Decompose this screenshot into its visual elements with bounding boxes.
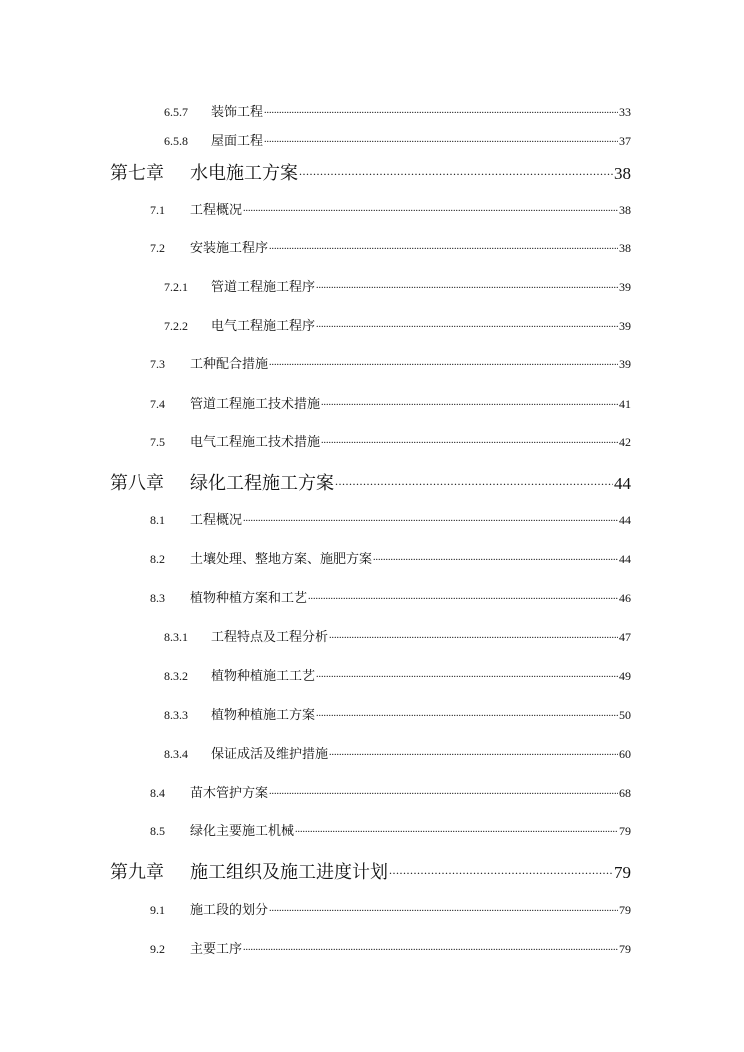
- section-number: 7.2.1: [164, 280, 188, 294]
- section-number: 8.3: [150, 591, 165, 605]
- dot-leader: [316, 278, 618, 291]
- toc-entry-8-3-3[interactable]: [164, 704, 631, 723]
- chapter-number: 第七章: [110, 163, 164, 184]
- chapter-number: 第九章: [110, 862, 164, 883]
- toc-entry-7-2-1[interactable]: [164, 276, 631, 295]
- section-title: 工程概况: [190, 513, 243, 528]
- dot-leader: [373, 550, 618, 563]
- page-number: 39: [619, 319, 631, 333]
- toc-entry-9-1[interactable]: [150, 899, 631, 918]
- page-number: 47: [619, 630, 631, 644]
- section-title: 工程概况: [190, 203, 243, 218]
- section-number: 8.3.3: [164, 708, 188, 722]
- page-number: 42: [619, 435, 631, 449]
- dot-leader: [308, 589, 618, 602]
- page-number: 79: [614, 863, 631, 882]
- dot-leader: [264, 103, 618, 116]
- toc-entry-9-2[interactable]: [150, 938, 631, 957]
- page-number: 41: [619, 397, 631, 411]
- page-number: 60: [619, 747, 631, 761]
- toc-entry-8-3-4[interactable]: [164, 743, 631, 762]
- toc-entry-8-5[interactable]: [150, 820, 631, 839]
- section-number: 8.1: [150, 513, 165, 527]
- toc-entry-6-5-7[interactable]: [164, 101, 631, 120]
- page-number: 79: [619, 903, 631, 917]
- dot-leader: [243, 511, 618, 524]
- section-number: 8.5: [150, 824, 165, 838]
- section-number: 7.2.2: [164, 319, 188, 333]
- toc-entry-8-1[interactable]: [150, 509, 631, 528]
- page-number: 38: [619, 241, 631, 255]
- section-title: 工程特点及工程分析: [211, 630, 329, 645]
- section-number: 7.2: [150, 241, 165, 255]
- dot-leader: [335, 471, 613, 489]
- dot-leader: [295, 822, 618, 835]
- section-title: 植物种植施工工艺: [211, 669, 316, 684]
- section-title: 装饰工程: [211, 105, 264, 120]
- section-number: 7.3: [150, 357, 165, 371]
- toc-entry-7-5[interactable]: [150, 431, 631, 450]
- section-number: 9.1: [150, 903, 165, 917]
- dot-leader: [243, 940, 618, 953]
- section-number: 8.3.4: [164, 747, 188, 761]
- chapter-title: 施工组织及施工进度计划: [190, 862, 388, 883]
- page-number: 44: [619, 552, 631, 566]
- section-title: 苗木管护方案: [190, 786, 269, 801]
- dot-leader: [329, 745, 618, 758]
- section-title: 土壤处理、整地方案、施肥方案: [190, 552, 373, 567]
- section-title: 植物种植施工方案: [211, 708, 316, 723]
- page-number: 39: [619, 357, 631, 371]
- section-title: 安装施工程序: [190, 241, 269, 256]
- dot-leader: [316, 317, 618, 330]
- page-number: 39: [619, 280, 631, 294]
- section-title: 屋面工程: [211, 134, 264, 149]
- dot-leader: [269, 784, 618, 797]
- page-number: 68: [619, 786, 631, 800]
- toc-chapter-9[interactable]: [110, 858, 631, 884]
- page-number: 37: [619, 134, 631, 148]
- section-number: 6.5.7: [164, 105, 188, 119]
- toc-entry-8-3[interactable]: [150, 587, 631, 606]
- page-number: 33: [619, 105, 631, 119]
- section-number: 8.3.1: [164, 630, 188, 644]
- section-title: 绿化主要施工机械: [190, 824, 295, 839]
- section-number: 8.3.2: [164, 669, 188, 683]
- toc-chapter-8[interactable]: [110, 469, 631, 495]
- section-title: 保证成活及维护措施: [211, 747, 329, 762]
- dot-leader: [299, 161, 613, 179]
- page-number: 79: [619, 942, 631, 956]
- section-number: 7.1: [150, 203, 165, 217]
- page-number: 44: [619, 513, 631, 527]
- toc-entry-7-3[interactable]: [150, 353, 631, 372]
- toc-entry-7-4[interactable]: [150, 393, 631, 412]
- page-number: 44: [614, 474, 631, 493]
- section-title: 主要工序: [190, 942, 243, 957]
- toc-entry-6-5-8[interactable]: [164, 130, 631, 149]
- chapter-number: 第八章: [110, 473, 164, 494]
- dot-leader: [243, 201, 618, 214]
- dot-leader: [264, 132, 618, 145]
- dot-leader: [329, 628, 618, 641]
- page-number: 49: [619, 669, 631, 683]
- dot-leader: [321, 395, 618, 408]
- section-number: 7.4: [150, 397, 165, 411]
- toc-entry-8-4[interactable]: [150, 782, 631, 801]
- page-number: 79: [619, 824, 631, 838]
- chapter-title: 绿化工程施工方案: [190, 473, 334, 494]
- section-title: 管道工程施工程序: [211, 280, 316, 295]
- page-number: 50: [619, 708, 631, 722]
- dot-leader: [269, 355, 618, 368]
- dot-leader: [389, 860, 613, 878]
- section-title: 植物种植方案和工艺: [190, 591, 308, 606]
- section-title: 管道工程施工技术措施: [190, 397, 321, 412]
- section-number: 6.5.8: [164, 134, 188, 148]
- dot-leader: [269, 901, 618, 914]
- toc-entry-8-3-1[interactable]: [164, 626, 631, 645]
- dot-leader: [316, 667, 618, 680]
- section-number: 7.5: [150, 435, 165, 449]
- dot-leader: [316, 706, 618, 719]
- section-title: 施工段的划分: [190, 903, 269, 918]
- section-title: 电气工程施工技术措施: [190, 435, 321, 450]
- section-title: 电气工程施工程序: [211, 319, 316, 334]
- page-number: 38: [614, 164, 631, 183]
- chapter-title: 水电施工方案: [190, 163, 298, 184]
- page-number: 46: [619, 591, 631, 605]
- toc-entry-7-1[interactable]: [150, 199, 631, 218]
- dot-leader: [321, 433, 618, 446]
- dot-leader: [269, 239, 618, 252]
- toc-chapter-7[interactable]: [110, 159, 631, 185]
- page-number: 38: [619, 203, 631, 217]
- section-title: 工种配合措施: [190, 357, 269, 372]
- toc-entry-7-2[interactable]: [150, 237, 631, 256]
- toc-entry-8-2[interactable]: [150, 548, 631, 567]
- section-number: 8.4: [150, 786, 165, 800]
- section-number: 8.2: [150, 552, 165, 566]
- toc-entry-8-3-2[interactable]: [164, 665, 631, 684]
- toc-entry-7-2-2[interactable]: [164, 315, 631, 334]
- section-number: 9.2: [150, 942, 165, 956]
